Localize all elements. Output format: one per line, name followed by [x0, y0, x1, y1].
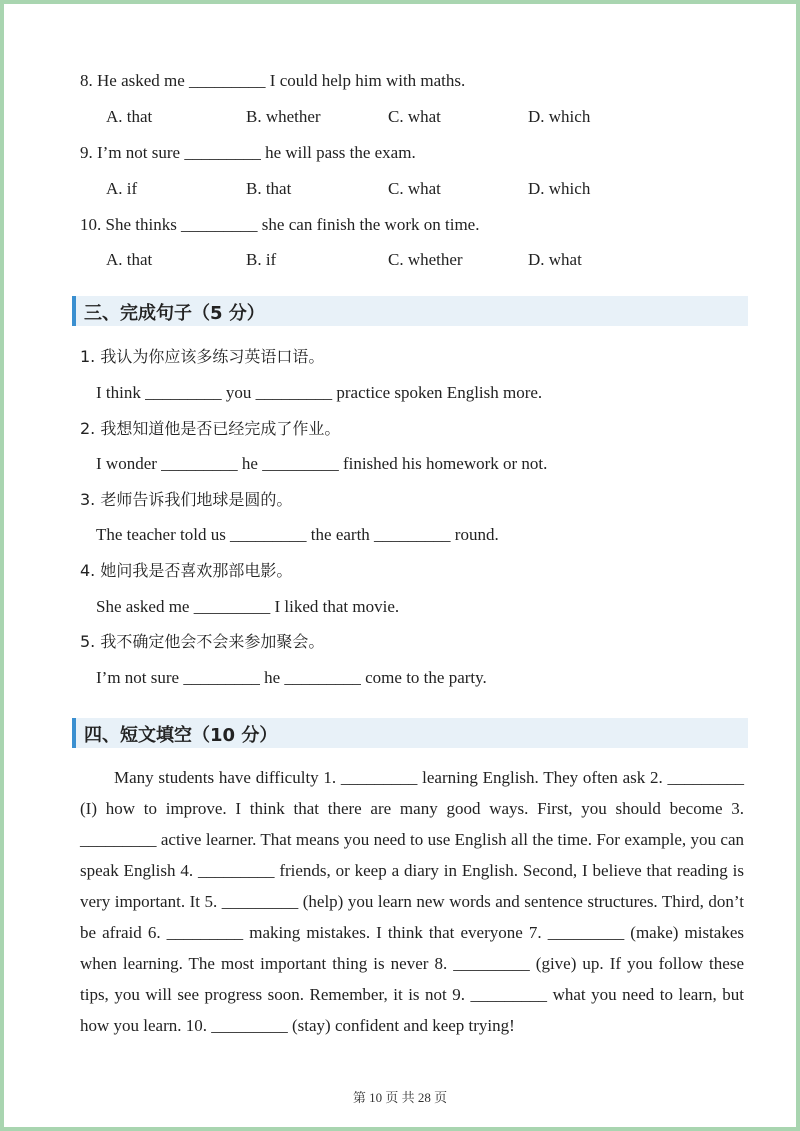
sentence-1-chinese: 1. 我认为你应该多练习英语口语。	[80, 347, 325, 366]
section-3-header	[72, 296, 748, 326]
section-3-title: 三、完成句子（5 分）	[84, 303, 265, 324]
option: A. that	[106, 250, 153, 269]
page-number: 第 10 页 共 28 页	[352, 1090, 448, 1105]
sentence-1-english: I think _________ you _________ practice spoken English more.	[96, 383, 543, 402]
question-9-stem: 9. I’m not sure _________ he will pass the exam.	[80, 143, 416, 162]
sentence-5-english: I’m not sure _________ he _________ come to the party.	[96, 668, 487, 687]
option: B. whether	[246, 107, 321, 126]
sentence-3-english: The teacher told us _________ the earth _________ round.	[96, 525, 499, 544]
section-4-header	[72, 718, 748, 748]
question-8-stem: 8. He asked me _________ I could help him with maths.	[80, 71, 466, 90]
option: B. that	[246, 179, 292, 198]
sentence-2-chinese: 2. 我想知道他是否已经完成了作业。	[80, 419, 341, 438]
sentence-2-english: I wonder _________ he _________ finished his homework or not.	[96, 454, 548, 473]
sentence-5-chinese: 5. 我不确定他会不会来参加聚会。	[80, 632, 325, 651]
question-10-stem: 10. She thinks _________ she can finish the work on time.	[80, 215, 480, 234]
option: C. whether	[388, 250, 463, 269]
option: D. which	[528, 107, 591, 126]
option: C. what	[388, 179, 441, 198]
option: B. if	[246, 250, 277, 269]
sentence-4-chinese: 4. 她问我是否喜欢那部电影。	[80, 561, 293, 580]
option: A. that	[106, 107, 153, 126]
cloze-passage-text: Many students have difficulty 1. _________ learning English. They often ask 2. _________ (I) how to improve. I think that there are many good ways. First, you should become 3. _________ active learner. That means you need to use English all the time. For example, you can speak English 4. _________ friends, or keep a diary in English. Second, I believe that reading is very important. It 5. _________ (help) you learn new words and sentence structures. Third, don’t be afraid 6. _________ making mistakes. I think that everyone 7. _________ (make) mistakes when learning. The most important thing is never 8. _________ (give) up. If you follow these tips, you will see progress soon. Remember, it is not 9. _________ what you need to learn, but how you learn. 10. _________ (stay) confident and keep trying!	[80, 768, 744, 1035]
cloze-passage	[80, 762, 744, 1041]
option: C. what	[388, 107, 441, 126]
sentence-3-chinese: 3. 老师告诉我们地球是圆的。	[80, 490, 293, 509]
option: A. if	[106, 179, 138, 198]
option: D. what	[528, 250, 582, 269]
option: D. which	[528, 179, 591, 198]
sentence-4-english: She asked me _________ I liked that movie.	[96, 597, 400, 616]
section-4-title: 四、短文填空（10 分）	[84, 725, 278, 746]
